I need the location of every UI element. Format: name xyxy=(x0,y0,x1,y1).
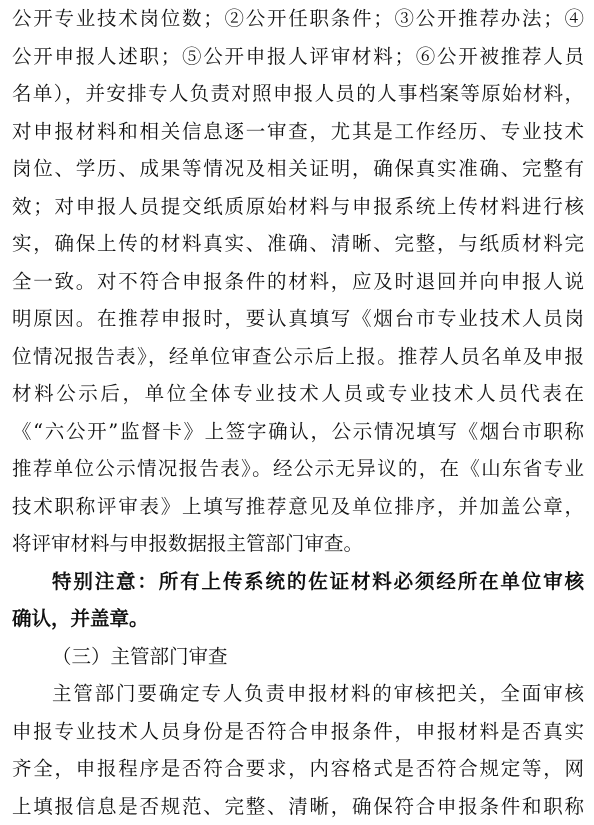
text-line: 上填报信息是否规范、完整、清晰，确保符合申报条件和职称 xyxy=(12,788,584,825)
notice-paragraph xyxy=(12,563,584,638)
text-line: 材料公示后，单位全体专业技术人员或专业技术人员代表在 xyxy=(12,375,584,413)
text-line: 位情况报告表》，经单位审查公示后上报。推荐人员名单及申报 xyxy=(12,338,584,376)
section-heading: （三）主管部门审查 xyxy=(12,638,584,676)
text-line: 齐全，申报程序是否符合要求，内容格式是否符合规定等，网 xyxy=(12,750,584,788)
text-line: 岗位、学历、成果等情况及相关证明，确保真实准确、完整有 xyxy=(12,150,584,188)
text-line: 将评审材料与申报数据报主管部门审查。 xyxy=(12,525,584,563)
text-line: 《“六公开”监督卡》上签字确认，公示情况填写《烟台市职称 xyxy=(12,413,584,451)
text-line: 效；对申报人员提交纸质原始材料与申报系统上传材料进行核 xyxy=(12,188,584,226)
text-line: 对申报材料和相关信息逐一审查，尤其是工作经历、专业技术 xyxy=(12,113,584,151)
text-line: 主管部门要确定专人负责申报材料的审核把关，全面审核 xyxy=(12,675,584,713)
text-line: 实，确保上传的材料真实、准确、清晰、完整，与纸质材料完 xyxy=(12,225,584,263)
text-line: 名单），并安排专人负责对照申报人员的人事档案等原始材料， xyxy=(12,75,584,113)
notice-line: 确认，并盖章。 xyxy=(12,600,584,638)
text-line: 公开专业技术岗位数；②公开任职条件；③公开推荐办法；④ xyxy=(12,0,584,38)
text-line: 申报专业技术人员身份是否符合申报条件，申报材料是否真实 xyxy=(12,713,584,751)
text-line: 推荐单位公示情况报告表》。经公示无异议的，在《山东省专业 xyxy=(12,450,584,488)
paragraph-2 xyxy=(12,675,584,825)
text-line: 明原因。在推荐申报时，要认真填写《烟台市专业技术人员岗 xyxy=(12,300,584,338)
text-line: 全一致。对不符合申报条件的材料，应及时退回并向申报人说 xyxy=(12,263,584,301)
text-line: 技术职称评审表》上填写推荐意见及单位排序，并加盖公章， xyxy=(12,488,584,526)
text-line: 公开申报人述职；⑤公开申报人评审材料；⑥公开被推荐人员 xyxy=(12,38,584,76)
notice-line: 特别注意：所有上传系统的佐证材料必须经所在单位审核 xyxy=(12,563,584,601)
paragraph-1 xyxy=(12,0,584,563)
